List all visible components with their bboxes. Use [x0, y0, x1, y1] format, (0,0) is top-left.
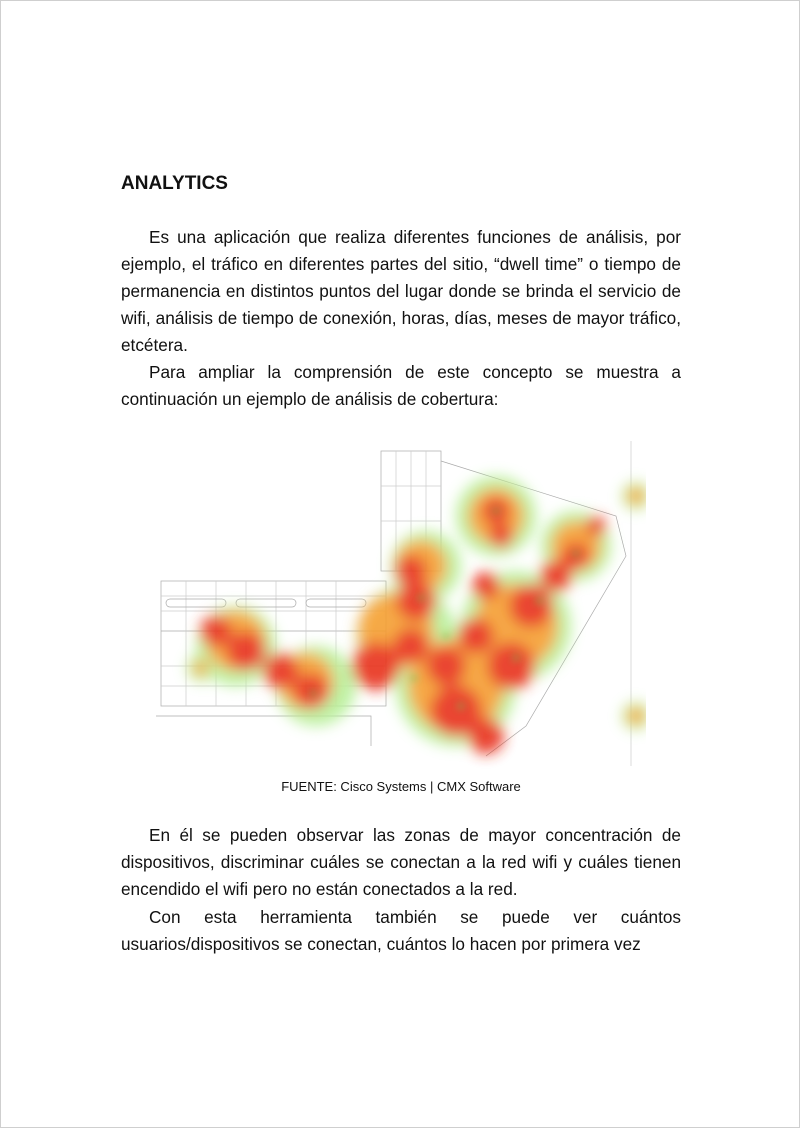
- section-heading: ANALYTICS: [121, 173, 228, 194]
- figure-caption: FUENTE: Cisco Systems | CMX Software: [281, 779, 521, 794]
- coverage-heatmap-image: [156, 436, 646, 771]
- paragraph: Es una aplicación que realiza diferentes funciones de análisis, por ejemplo, el tráfico en diferentes partes del sitio, “dwell time” o tiempo de permanencia en distintos puntos del lugar donde se brinda el servicio de wifi, análisis de tiempo de conexión, horas, días, meses de mayor tráfico, etcétera.: [121, 227, 681, 355]
- paragraph: Con esta herramienta también se puede ver cuántos usuarios/dispositivos se conectan, cuántos lo hacen por primera vez: [121, 907, 681, 954]
- paragraph: En él se pueden observar las zonas de mayor concentración de dispositivos, discriminar cuáles se conectan a la red wifi y cuáles tienen encendido el wifi pero no están conectados a la red.: [121, 825, 681, 899]
- heat-blobs: [187, 476, 646, 754]
- paragraph: Para ampliar la comprensión de este concepto se muestra a continuación un ejemplo de análisis de cobertura:: [121, 362, 681, 409]
